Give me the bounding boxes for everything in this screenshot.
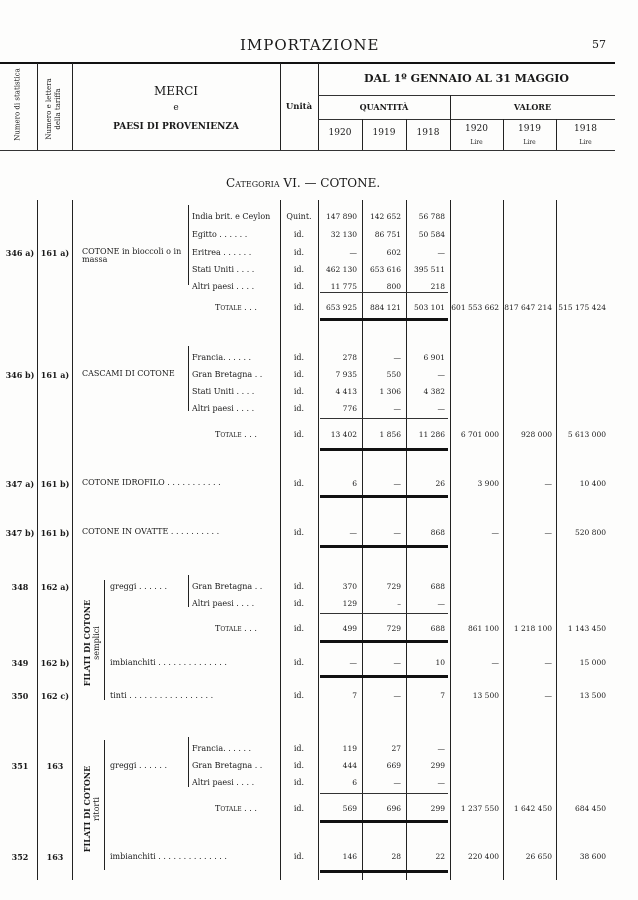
quantity-1919: 28 — [391, 852, 401, 861]
value-1919: 1 218 100 — [513, 624, 552, 633]
unit: id. — [293, 658, 305, 667]
header-year-v1918: 1918 — [574, 124, 597, 134]
stat-number: 347 a) — [5, 479, 35, 489]
quantity-1920: 13 402 — [330, 430, 357, 439]
country-label: Egitto . . . . . . — [192, 230, 248, 239]
unit: id. — [293, 265, 305, 274]
header-e: e — [173, 103, 179, 113]
bracket — [188, 346, 189, 411]
value-1919: 1 642 450 — [513, 804, 552, 813]
section-double-rule — [320, 318, 448, 321]
bracket — [188, 737, 189, 787]
value-1920: — — [491, 658, 499, 667]
quantity-1918: 299 — [430, 804, 445, 813]
group-label: FILATI DI COTONE — [82, 599, 92, 687]
subtotal-rule — [320, 613, 448, 614]
country-label: Gran Bretagna . . — [192, 370, 263, 379]
tariff-number: 161 b) — [40, 479, 70, 489]
value-1918: 13 500 — [579, 691, 606, 700]
quantity-1919: — — [393, 353, 401, 362]
subtotal-rule — [320, 418, 448, 419]
quantity-1919: 729 — [386, 582, 401, 591]
header-top-rule — [0, 62, 615, 64]
merce-label: COTONE in bioccoli o in massa — [82, 247, 182, 264]
total-label: Totale . . . — [215, 804, 257, 813]
quantity-1918: — — [437, 744, 445, 753]
col-divider — [37, 200, 38, 880]
country-label: Francia. . . . . . — [192, 353, 252, 362]
total-label: Totale . . . — [215, 624, 257, 633]
value-1918: 515 175 424 — [558, 303, 606, 312]
unit: id. — [293, 479, 305, 488]
header-stat-number: Numero di statistica — [13, 68, 22, 141]
value-1920: 6 701 000 — [460, 430, 499, 439]
quantity-1919: 696 — [386, 804, 401, 813]
country-label: Eritrea . . . . . . — [192, 248, 252, 257]
tariff-number: 161 b) — [40, 528, 70, 538]
quantity-1918: — — [437, 404, 445, 413]
value-1919: 928 000 — [520, 430, 552, 439]
quantity-1919: – — [397, 599, 401, 608]
header-paesi: PAESI DI PROVENIENZA — [113, 122, 239, 132]
total-label: Totale . . . — [215, 430, 257, 439]
value-1920: 1 237 550 — [460, 804, 499, 813]
section-double-rule — [320, 675, 448, 678]
total-label: Totale . . . — [215, 303, 257, 312]
quantity-1920: 653 925 — [325, 303, 357, 312]
quantity-1918: 10 — [435, 658, 445, 667]
value-1918: 684 450 — [574, 804, 606, 813]
value-1918: 520 800 — [574, 528, 606, 537]
unit: id. — [293, 744, 305, 753]
quantity-1920: 444 — [342, 761, 357, 770]
page-number: 57 — [592, 38, 606, 51]
country-label: Gran Bretagna . . — [192, 582, 263, 591]
unit: id. — [293, 852, 305, 861]
unit: id. — [293, 691, 305, 700]
bracket — [188, 575, 189, 607]
quantity-1918: 4 382 — [423, 387, 445, 396]
header-year-v1919: 1919 — [518, 124, 541, 134]
unit: id. — [293, 528, 305, 537]
country-label: Francia. . . . . . — [192, 744, 252, 753]
col-divider — [503, 200, 504, 880]
tariff-number: 161 a) — [40, 248, 70, 258]
header-bottom-rule — [0, 150, 615, 151]
quantity-1919: 1 856 — [379, 430, 401, 439]
sub-label: greggi . . . . . . — [110, 761, 167, 770]
quantity-1920: 7 935 — [335, 370, 357, 379]
col-divider — [556, 200, 557, 880]
quantity-1920: — — [349, 248, 357, 257]
quantity-1920: 4 413 — [335, 387, 357, 396]
header-year-q1918: 1918 — [416, 128, 440, 138]
quantity-1918: 218 — [430, 282, 445, 291]
stat-number: 346 a) — [5, 248, 35, 258]
tariff-number: 162 a) — [40, 582, 70, 592]
quantity-1918: — — [437, 248, 445, 257]
quantity-1918: 503 101 — [413, 303, 445, 312]
quantity-1920: 499 — [342, 624, 357, 633]
unit: id. — [293, 387, 305, 396]
quantity-1918: 868 — [430, 528, 445, 537]
col-divider — [37, 63, 38, 150]
quantity-1920: 11 775 — [330, 282, 357, 291]
subtotal-rule — [320, 292, 448, 293]
quantity-1919: — — [393, 479, 401, 488]
quantity-1919: 800 — [386, 282, 401, 291]
stat-number: 350 — [11, 691, 29, 701]
group-label-filati-ritorti — [83, 759, 101, 859]
value-1920: — — [491, 528, 499, 537]
quantity-1918: 688 — [430, 624, 445, 633]
country-label: Altri paesi . . . . — [192, 404, 255, 413]
unit: id. — [293, 303, 305, 312]
quantity-1918: 56 788 — [418, 212, 445, 221]
country-label: Altri paesi . . . . — [192, 599, 255, 608]
unit: id. — [293, 582, 305, 591]
quantity-1919: 884 121 — [369, 303, 401, 312]
quantity-1919: — — [393, 778, 401, 787]
tariff-number: 162 b) — [40, 658, 70, 668]
quantity-1920: 32 130 — [330, 230, 357, 239]
value-1920: 13 500 — [472, 691, 499, 700]
section-double-rule — [320, 448, 448, 451]
unit: id. — [293, 370, 305, 379]
header-tariff-number: Numero e lettera della tariffa — [45, 78, 62, 140]
stat-number: 347 b) — [5, 528, 35, 538]
stat-number: 348 — [11, 582, 29, 592]
header-quantita: QUANTITÀ — [359, 102, 409, 112]
section-double-rule — [320, 640, 448, 643]
country-label: Stati Uniti . . . . — [192, 387, 255, 396]
quantity-1918: 395 511 — [413, 265, 445, 274]
sub-label: imbianchiti . . . . . . . . . . . . . . — [110, 852, 227, 861]
tariff-number: 163 — [46, 761, 64, 771]
value-1918: 10 400 — [579, 479, 606, 488]
unit: id. — [293, 804, 305, 813]
header-year-v1920: 1920 — [465, 124, 488, 134]
header-merci: MERCI — [153, 84, 198, 98]
quantity-1920: 462 130 — [325, 265, 357, 274]
section-double-rule — [320, 545, 448, 548]
quantity-1918: 688 — [430, 582, 445, 591]
bracket — [104, 580, 105, 700]
quantity-1918: 6 901 — [423, 353, 445, 362]
sub-label: greggi . . . . . . — [110, 582, 167, 591]
quantity-1919: 142 652 — [369, 212, 401, 221]
quantity-1920: 147 890 — [325, 212, 357, 221]
header-lire: Lire — [579, 139, 592, 146]
col-divider — [72, 200, 73, 880]
section-double-rule — [320, 495, 448, 498]
quantity-1918: 22 — [435, 852, 445, 861]
value-1918: 38 600 — [579, 852, 606, 861]
quantity-1919: 729 — [386, 624, 401, 633]
header-unita: Unità — [285, 102, 313, 112]
stat-number: 352 — [11, 852, 29, 862]
quantity-1919: — — [393, 528, 401, 537]
unit: id. — [293, 624, 305, 633]
quantity-1918: — — [437, 778, 445, 787]
value-1920: 861 100 — [467, 624, 499, 633]
unit: id. — [293, 282, 305, 291]
tariff-number: 161 a) — [40, 370, 70, 380]
quantity-1920: 6 — [352, 778, 357, 787]
quantity-1920: 776 — [342, 404, 357, 413]
unit: id. — [293, 248, 305, 257]
quantity-1919: — — [393, 404, 401, 413]
quantity-1920: 6 — [352, 479, 357, 488]
quantity-1918: 26 — [435, 479, 445, 488]
quantity-1920: 119 — [342, 744, 357, 753]
value-1918: 1 143 450 — [567, 624, 606, 633]
unit: id. — [293, 430, 305, 439]
value-1919: — — [544, 658, 552, 667]
stat-number: 351 — [11, 761, 29, 771]
header-valore: VALORE — [513, 102, 552, 112]
quantity-1918: — — [437, 370, 445, 379]
unit: id. — [293, 404, 305, 413]
unit: id. — [293, 761, 305, 770]
value-1919: — — [544, 691, 552, 700]
unit: id. — [293, 230, 305, 239]
group-label: FILATI DI COTONE — [82, 765, 92, 853]
value-1919: — — [544, 479, 552, 488]
header-year-q1919: 1919 — [372, 128, 396, 138]
section-double-rule — [320, 820, 448, 823]
value-1920: 601 553 662 — [451, 303, 499, 312]
value-1919: 817 647 214 — [504, 303, 552, 312]
value-1918: 5 613 000 — [567, 430, 606, 439]
header-lire: Lire — [470, 139, 483, 146]
sub-label: tinti . . . . . . . . . . . . . . . . . — [110, 691, 214, 700]
quantity-1918: — — [437, 599, 445, 608]
subtotal-rule — [320, 793, 448, 794]
quantity-1920: — — [349, 528, 357, 537]
tariff-number: 163 — [46, 852, 64, 862]
tariff-number: 162 c) — [40, 691, 70, 701]
country-label: India brit. e Ceylon — [192, 212, 271, 221]
quantity-1920: 569 — [342, 804, 357, 813]
quantity-1918: 299 — [430, 761, 445, 770]
value-1919: 26 650 — [525, 852, 552, 861]
value-1920: 3 900 — [477, 479, 499, 488]
quantity-1919: 86 751 — [374, 230, 401, 239]
header-lire: Lire — [523, 139, 536, 146]
group-sublabel: semplici — [92, 626, 101, 660]
unit: id. — [293, 353, 305, 362]
bracket — [188, 205, 189, 285]
country-label: Altri paesi . . . . — [192, 282, 255, 291]
merce-label: COTONE IN OVATTE . . . . . . . . . . — [82, 527, 220, 536]
quantity-1920: 7 — [352, 691, 357, 700]
group-sublabel: ritorti — [92, 797, 101, 822]
quantity-1919: 653 616 — [369, 265, 401, 274]
quantity-1920: — — [349, 658, 357, 667]
unit: id. — [293, 778, 305, 787]
header-period: DAL 1º GENNAIO AL 31 MAGGIO — [363, 72, 570, 85]
header-rule — [318, 95, 615, 96]
sub-label: imbianchiti . . . . . . . . . . . . . . — [110, 658, 227, 667]
quantity-1919: 27 — [391, 744, 401, 753]
col-divider — [450, 200, 451, 880]
stat-number: 346 b) — [5, 370, 35, 380]
quantity-1919: 550 — [386, 370, 401, 379]
quantity-1918: 11 286 — [418, 430, 445, 439]
section-double-rule — [320, 870, 448, 873]
quantity-1919: — — [393, 658, 401, 667]
stat-number: 349 — [11, 658, 29, 668]
country-label: Stati Uniti . . . . — [192, 265, 255, 274]
group-label-filati-semplici — [83, 593, 101, 693]
bracket — [104, 740, 105, 870]
quantity-1918: 50 584 — [418, 230, 445, 239]
quantity-1918: 7 — [440, 691, 445, 700]
unit: Quint. — [286, 212, 312, 221]
unit: id. — [293, 599, 305, 608]
quantity-1920: 370 — [342, 582, 357, 591]
quantity-1919: 602 — [386, 248, 401, 257]
header-year-q1920: 1920 — [328, 128, 352, 138]
country-label: Gran Bretagna . . — [192, 761, 263, 770]
value-1920: 220 400 — [467, 852, 499, 861]
quantity-1919: 1 306 — [379, 387, 401, 396]
quantity-1919: — — [393, 691, 401, 700]
merce-label: CASCAMI DI COTONE — [82, 369, 175, 378]
value-1919: — — [544, 528, 552, 537]
quantity-1920: 129 — [342, 599, 357, 608]
category-title: Categoria VI. — COTONE. — [226, 176, 381, 190]
quantity-1920: 146 — [342, 852, 357, 861]
value-1918: 15 000 — [579, 658, 606, 667]
country-label: Altri paesi . . . . — [192, 778, 255, 787]
page-title: IMPORTAZIONE — [240, 36, 380, 54]
quantity-1920: 278 — [342, 353, 357, 362]
merce-label: COTONE IDROFILO . . . . . . . . . . . — [82, 478, 221, 487]
quantity-1919: 669 — [386, 761, 401, 770]
